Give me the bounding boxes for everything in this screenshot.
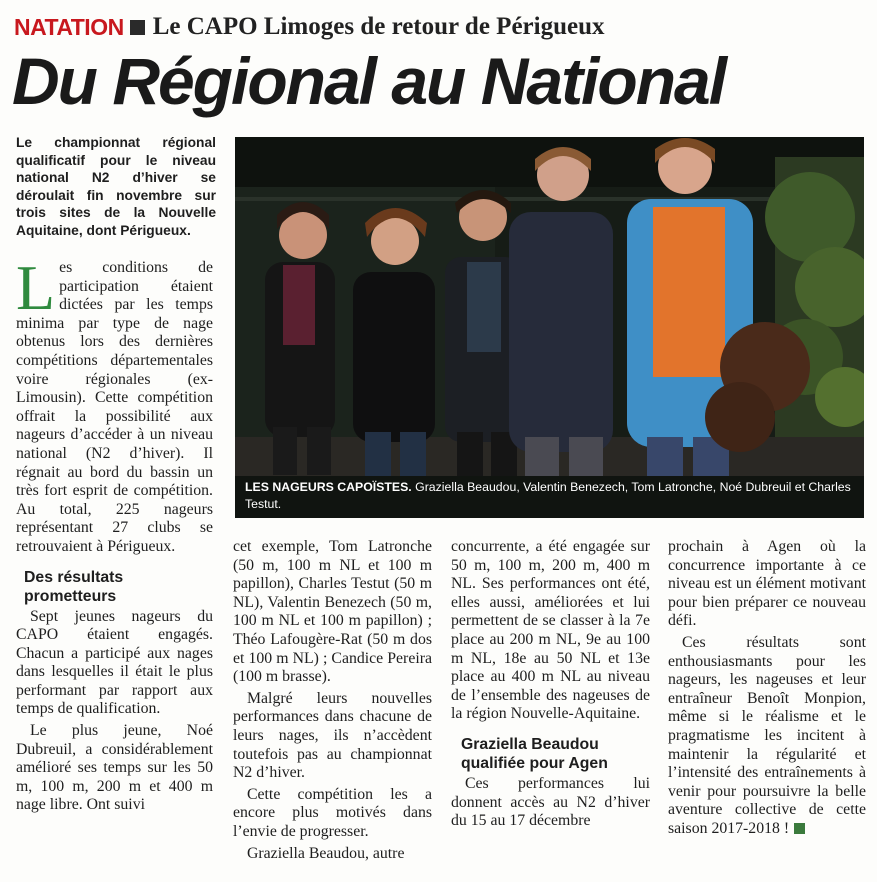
caption-text: Graziella Beaudou, Valentin Benezech, Tom Latronche, Noé Dubreuil et Charles Testut. [245,480,851,511]
text-column-1 [16,252,213,815]
square-bullet-icon [130,20,145,35]
caption-label: LES NAGEURS CAPOÏSTES. [245,480,412,494]
photo-caption [235,476,864,518]
text-column-3 [451,538,650,831]
subhead-qualified: Graziella Beaudou qualifiée pour Agen [461,735,608,772]
paragraph-closing [668,634,866,839]
subhead-results: Des résultats prometteurs [24,568,124,605]
paragraph: Sept jeunes nageurs du CAPO étaient engagés. Chacun a participé aux nages dans lesquelles il était le plus performant par rapport aux temps de qualification. [16,607,213,718]
intro-text: es conditions de participation étaient dictées par les temps minima par type de nage obtenus lors des dernières compétitions départementales voire régionales (ex-Limousin). Cette compétition offrait la possibilité aux nageurs d’accéder à un niveau national (N2 d’hiver). Il régnait au bord du bassin un très fort esprit de compétition. Au total, 225 nageurs représentant 27 clubs se retrouvaient à Périgueux. [16,259,213,555]
end-of-article-icon [794,823,805,834]
closing-text: Ces résultats sont enthousiasmants pour les nageurs, les nageuses et leur entraîneur Benoît Monpion, même si le réalisme et le pragmatisme les incitent à maintenir la régularité et l’intensité des entraînements à venir pour poursuivre la belle aventure collective de cette saison 2017-2018 ! [668,633,866,837]
paragraph: Cette compétition les a encore plus motivés dans l’envie de progresser. [233,785,432,840]
article-headline: Du Régional au National [12,44,726,118]
paragraph: Graziella Beaudou, autre [247,844,405,862]
paragraph: concurrente, a été engagée sur 50 m, 100 m, 200 m, 400 m NL. Ses performances ont été, elles aussi, améliorées et lui permettent de se classer à la 7e place au 200 m NL, 9e au 100 m NL, 18e au 50 NL et 13e place au 400 m NL au niveau de l’ensemble des nageuses de la région Nouvelle-Aquitaine. [451,538,650,723]
paragraph: Le plus jeune, Noé Dubreuil, a considérablement amélioré ses temps sur les 50 m, 100 m, 200 m et 400 m nage libre. Ont suivi [16,722,213,814]
paragraph-intro [16,252,213,557]
article-photo [235,137,864,518]
text-column-4 [668,538,866,839]
paragraph: Malgré leurs nouvelles performances dans chacune de leurs nages, ils n’accèdent toutefois pas au championnat N2 d’hiver. [233,689,432,782]
article-subtitle: Le CAPO Limoges de retour de Périgueux [152,13,605,40]
paragraph: Ces performances lui donnent accès au N2 d’hiver du 15 au 17 décembre [451,774,650,830]
section-rubric: NATATION [14,13,124,40]
paragraph: cet exemple, Tom Latronche (50 m, 100 m NL et 100 m papillon), Charles Testut (50 m NL), Valentin Benezech (50 m, 100 m NL et 100 m papillon) ; Théo Lafougère-Rat (50 m dos et 100 m NL) ; Candice Pereira (100 m brasse). [233,538,432,686]
text-column-2 [233,538,432,863]
swimmers-group-photo [235,137,864,518]
drop-cap: L [16,252,56,323]
paragraph: prochain à Agen où la concurrence importante à ce niveau est un élément motivant pour bien préparer ce nouveau défi. [668,538,866,630]
article-lead: Le championnat régional qualificatif pour le niveau national N2 d’hiver se déroulait fin novembre sur trois sites de la Nouvelle Aquitaine, dont Périgueux. [16,135,216,238]
